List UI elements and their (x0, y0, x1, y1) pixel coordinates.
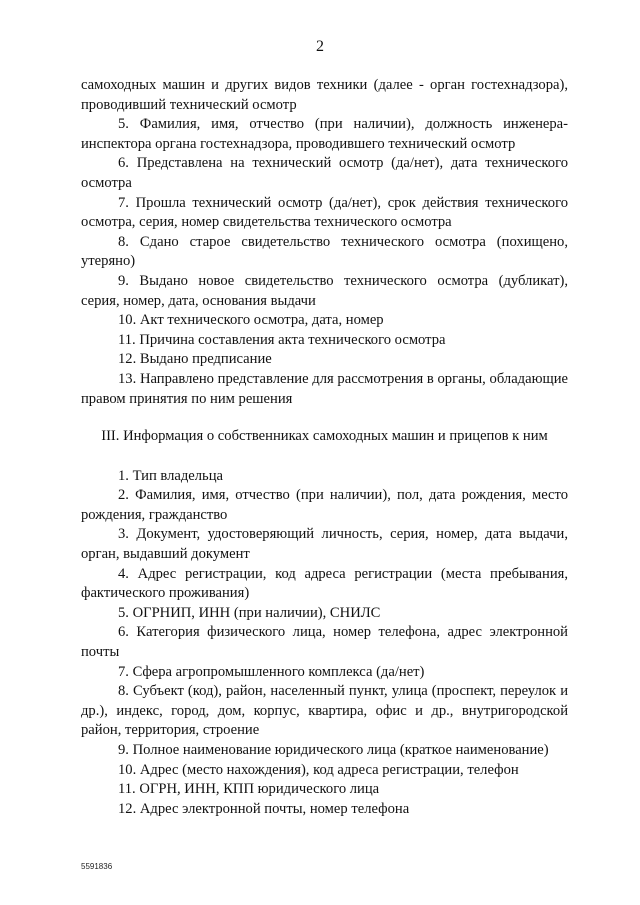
list-item: 13. Направлено представление для рассмотрения в органы, обладающие правом принятия по ним решения (81, 370, 568, 407)
list-item: 9. Полное наименование юридического лица (краткое наименование) (118, 742, 549, 758)
list-item: 11. Причина составления акта технического осмотра (118, 331, 446, 348)
list-item: 6. Категория физического лица, номер телефона, адрес электронной почты (81, 624, 568, 661)
list-item: 7. Прошла технический осмотр (да/нет), срок действия технического осмотра, серия, номер свидетельства технического осмотра (81, 194, 568, 231)
list-item: 10. Адрес (место нахождения), код адреса регистрации, телефон (118, 761, 519, 778)
list-item: 8. Субъект (код), район, населенный пункт, улица (проспект, переулок и др.), индекс, город, дом, корпус, квартира, офис и др., внутригородской район, территория, строение (81, 683, 568, 739)
list-item: 10. Акт технического осмотра, дата, номер (118, 312, 384, 329)
document-code: 5591836 (81, 862, 113, 871)
document-body (81, 76, 568, 819)
section-heading: III. Информация о собственниках самоходных машин и прицепов к ним (101, 428, 548, 445)
list-item: 6. Представлена на технический осмотр (да/нет), дата технического осмотра (81, 155, 568, 191)
list-item: 3. Документ, удостоверяющий личность, серия, номер, дата выдачи, орган, выдавший документ (81, 526, 568, 563)
list-item: 5. Фамилия, имя, отчество (при наличии), должность инженера-инспектора органа гостехнадзора, проводившего технический осмотр (81, 116, 568, 152)
list-item: 7. Сфера агропромышленного комплекса (да/нет) (118, 663, 425, 680)
list-item: 1. Тип владельца (118, 467, 223, 484)
list-item: 8. Сдано старое свидетельство технического осмотра (похищено, утеряно) (81, 233, 568, 270)
list-item: 4. Адрес регистрации, код адреса регистрации (места пребывания, фактического проживания) (81, 565, 568, 602)
list-item: 2. Фамилия, имя, отчество (при наличии), пол, дата рождения, место рождения, гражданство (81, 487, 568, 523)
list-item: 11. ОГРН, ИНН, КПП юридического лица (118, 781, 380, 798)
list-item: 5. ОГРНИП, ИНН (при наличии), СНИЛС (118, 604, 381, 621)
page-number: 2 (316, 38, 324, 55)
list-item: 12. Выдано предписание (118, 351, 272, 368)
continuation-paragraph: самоходных машин и других видов техники (далее - орган гостехнадзора), проводивший технический осмотр (81, 77, 568, 113)
list-item: 12. Адрес электронной почты, номер телефона (118, 800, 410, 817)
list-item: 9. Выдано новое свидетельство технического осмотра (дубликат), серия, номер, дата, основания выдачи (81, 272, 568, 309)
